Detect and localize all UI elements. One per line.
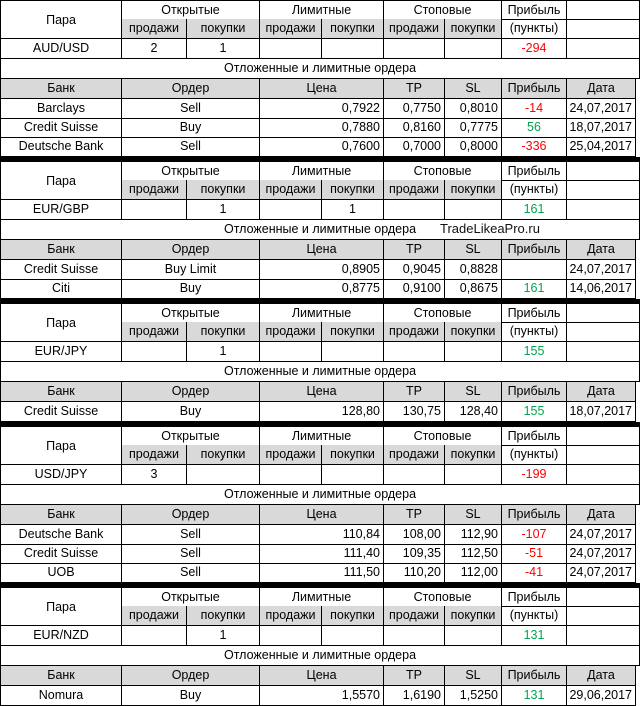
pair-values-row (0, 39, 640, 59)
date-header: Дата (567, 505, 636, 525)
pair-subheader-row (0, 19, 640, 39)
price-header: Цена (260, 666, 384, 686)
pending-title-row (0, 646, 640, 666)
pending-orders-title: Отложенные и лимитные ордера (0, 485, 640, 505)
pair-header: Пара (0, 161, 122, 200)
open-sell-header: продажи (122, 180, 187, 200)
order-date: 18,07,2017 (567, 118, 636, 138)
blank-subheader (567, 322, 640, 342)
order-row (0, 544, 640, 564)
pair-profit: 161 (502, 200, 567, 220)
pair-header: Пара (0, 587, 122, 626)
order-bank: Credit Suisse (0, 544, 122, 564)
pending-title-row (0, 485, 640, 505)
limit-sell-count (260, 342, 322, 362)
limit-buy-count: 1 (322, 200, 384, 220)
open-buy-count: 1 (187, 39, 260, 59)
order-type: Sell (122, 544, 260, 564)
stop-sell-header: продажи (384, 180, 445, 200)
pending-title-row (0, 220, 640, 240)
open-buy-header: покупки (187, 322, 260, 342)
pair-subheader-row (0, 322, 640, 342)
order-price: 110,84 (260, 525, 384, 545)
limit-sell-count (260, 200, 322, 220)
order-price: 111,40 (260, 544, 384, 564)
blank-header (567, 161, 640, 181)
order-row (0, 525, 640, 545)
pair-header-row (0, 303, 640, 330)
order-row (0, 99, 640, 119)
pair-header: Пара (0, 0, 122, 39)
tp-header: TP (384, 382, 445, 402)
profit-unit-header: (пункты) (502, 19, 567, 39)
pair-subheader-row (0, 445, 640, 465)
pair-blank (567, 342, 640, 362)
order-row (0, 137, 640, 157)
open-buy-count: 1 (187, 626, 260, 646)
order-bank: Barclays (0, 99, 122, 119)
pair-subheader-row (0, 606, 640, 626)
limit-buy-header: покупки (322, 19, 384, 39)
blank-subheader (567, 19, 640, 39)
stop-buy-count (445, 200, 502, 220)
date-header: Дата (567, 666, 636, 686)
order-sl: 1,5250 (445, 686, 502, 706)
order-profit (502, 260, 567, 280)
pair-name: EUR/JPY (0, 342, 122, 362)
order-sl: 0,8010 (445, 99, 502, 119)
open-sell-count: 2 (122, 39, 187, 59)
order-sl: 112,50 (445, 544, 502, 564)
profit-header: Прибыль (502, 587, 567, 607)
open-buy-count: 1 (187, 200, 260, 220)
open-header: Открытые (122, 587, 260, 607)
orders-header-row (0, 505, 640, 525)
order-sl: 0,7775 (445, 118, 502, 138)
pair-values-row (0, 465, 640, 485)
stop-header: Стоповые (384, 303, 502, 323)
tp-header: TP (384, 666, 445, 686)
pair-name: AUD/USD (0, 39, 122, 59)
order-header: Ордер (122, 240, 260, 260)
open-buy-header: покупки (187, 606, 260, 626)
order-bank: Deutsche Bank (0, 137, 122, 157)
order-date: 24,07,2017 (567, 563, 636, 583)
stop-sell-header: продажи (384, 322, 445, 342)
order-sl: 0,8000 (445, 137, 502, 157)
order-row (0, 686, 640, 706)
order-type: Buy (122, 118, 260, 138)
order-tp: 0,7000 (384, 137, 445, 157)
open-sell-count: 3 (122, 465, 187, 485)
stop-buy-header: покупки (445, 606, 502, 626)
limit-header: Лимитные (260, 161, 384, 181)
limit-sell-count (260, 39, 322, 59)
limit-sell-count (260, 626, 322, 646)
pair-header-row (0, 426, 640, 453)
stop-sell-count (384, 465, 445, 485)
order-profit: 155 (502, 402, 567, 422)
open-buy-count (187, 465, 260, 485)
stop-sell-count (384, 626, 445, 646)
pair-profit: -199 (502, 465, 567, 485)
stop-header: Стоповые (384, 161, 502, 181)
stop-buy-count (445, 342, 502, 362)
order-header: Ордер (122, 666, 260, 686)
open-sell-count (122, 626, 187, 646)
order-type: Sell (122, 563, 260, 583)
orders-profit-header: Прибыль (502, 666, 567, 686)
profit-unit-header: (пункты) (502, 322, 567, 342)
profit-header: Прибыль (502, 0, 567, 20)
stop-sell-header: продажи (384, 445, 445, 465)
order-row (0, 279, 640, 299)
open-sell-count (122, 200, 187, 220)
limit-sell-header: продажи (260, 445, 322, 465)
order-profit: -41 (502, 563, 567, 583)
stop-buy-count (445, 465, 502, 485)
order-price: 0,7600 (260, 137, 384, 157)
blank-subheader (567, 445, 640, 465)
order-price: 111,50 (260, 563, 384, 583)
orders-profit-header: Прибыль (502, 79, 567, 99)
order-type: Sell (122, 99, 260, 119)
order-tp: 108,00 (384, 525, 445, 545)
limit-buy-count (322, 39, 384, 59)
order-tp: 0,8160 (384, 118, 445, 138)
order-row (0, 563, 640, 583)
orders-profit-header: Прибыль (502, 240, 567, 260)
order-date: 24,07,2017 (567, 260, 636, 280)
limit-sell-header: продажи (260, 180, 322, 200)
order-profit: 161 (502, 279, 567, 299)
pair-header-row (0, 0, 640, 27)
bank-header: Банк (0, 666, 122, 686)
order-type: Sell (122, 137, 260, 157)
bank-header: Банк (0, 505, 122, 525)
order-type: Buy (122, 279, 260, 299)
pair-header-row (0, 161, 640, 188)
order-profit: -14 (502, 99, 567, 119)
blank-header (567, 587, 640, 607)
sl-header: SL (445, 240, 502, 260)
open-sell-header: продажи (122, 322, 187, 342)
price-header: Цена (260, 505, 384, 525)
order-tp: 0,9100 (384, 279, 445, 299)
price-header: Цена (260, 240, 384, 260)
open-header: Открытые (122, 0, 260, 20)
open-header: Открытые (122, 303, 260, 323)
order-price: 128,80 (260, 402, 384, 422)
pair-name: USD/JPY (0, 465, 122, 485)
profit-unit-header: (пункты) (502, 606, 567, 626)
pair-subheader-row (0, 180, 640, 200)
limit-sell-header: продажи (260, 19, 322, 39)
limit-buy-header: покупки (322, 606, 384, 626)
profit-header: Прибыль (502, 426, 567, 446)
order-row (0, 118, 640, 138)
pair-profit: 155 (502, 342, 567, 362)
limit-buy-count (322, 465, 384, 485)
pair-blank (567, 200, 640, 220)
order-row (0, 402, 640, 422)
stop-sell-count (384, 200, 445, 220)
stop-header: Стоповые (384, 587, 502, 607)
order-header: Ордер (122, 79, 260, 99)
tp-header: TP (384, 79, 445, 99)
order-bank: Deutsche Bank (0, 525, 122, 545)
order-bank: Credit Suisse (0, 260, 122, 280)
stop-sell-header: продажи (384, 606, 445, 626)
order-price: 0,7922 (260, 99, 384, 119)
stop-header: Стоповые (384, 0, 502, 20)
order-date: 24,07,2017 (567, 99, 636, 119)
open-sell-header: продажи (122, 606, 187, 626)
order-sl: 112,90 (445, 525, 502, 545)
watermark: TradeLikeaPro.ru (440, 221, 540, 236)
pair-values-row (0, 200, 640, 220)
stop-sell-count (384, 342, 445, 362)
order-price: 0,8775 (260, 279, 384, 299)
order-profit: 131 (502, 686, 567, 706)
limit-header: Лимитные (260, 0, 384, 20)
blank-subheader (567, 180, 640, 200)
order-date: 14,06,2017 (567, 279, 636, 299)
pair-header: Пара (0, 426, 122, 465)
sl-header: SL (445, 382, 502, 402)
pair-header-row (0, 587, 640, 614)
order-bank: Nomura (0, 686, 122, 706)
order-profit: 56 (502, 118, 567, 138)
sl-header: SL (445, 505, 502, 525)
pair-blank (567, 626, 640, 646)
open-header: Открытые (122, 161, 260, 181)
order-type: Sell (122, 525, 260, 545)
stop-buy-count (445, 626, 502, 646)
open-buy-header: покупки (187, 19, 260, 39)
order-date: 25,04,2017 (567, 137, 636, 157)
limit-buy-header: покупки (322, 445, 384, 465)
limit-sell-header: продажи (260, 606, 322, 626)
price-header: Цена (260, 382, 384, 402)
orders-header-row (0, 666, 640, 686)
order-header: Ордер (122, 382, 260, 402)
limit-buy-header: покупки (322, 180, 384, 200)
orders-profit-header: Прибыль (502, 382, 567, 402)
stop-buy-count (445, 39, 502, 59)
order-bank: UOB (0, 563, 122, 583)
stop-buy-header: покупки (445, 445, 502, 465)
order-tp: 110,20 (384, 563, 445, 583)
limit-buy-count (322, 626, 384, 646)
bank-header: Банк (0, 240, 122, 260)
limit-buy-header: покупки (322, 322, 384, 342)
order-tp: 130,75 (384, 402, 445, 422)
order-profit: -51 (502, 544, 567, 564)
order-date: 18,07,2017 (567, 402, 636, 422)
profit-header: Прибыль (502, 161, 567, 181)
limit-header: Лимитные (260, 587, 384, 607)
limit-buy-count (322, 342, 384, 362)
date-header: Дата (567, 79, 636, 99)
pair-header: Пара (0, 303, 122, 342)
pair-values-row (0, 626, 640, 646)
sl-header: SL (445, 666, 502, 686)
price-header: Цена (260, 79, 384, 99)
open-sell-count (122, 342, 187, 362)
order-tp: 1,6190 (384, 686, 445, 706)
order-header: Ордер (122, 505, 260, 525)
limit-header: Лимитные (260, 303, 384, 323)
order-price: 0,7880 (260, 118, 384, 138)
order-bank: Credit Suisse (0, 118, 122, 138)
limit-sell-header: продажи (260, 322, 322, 342)
pair-profit: 131 (502, 626, 567, 646)
open-buy-header: покупки (187, 445, 260, 465)
open-header: Открытые (122, 426, 260, 446)
order-sl: 112,00 (445, 563, 502, 583)
stop-header: Стоповые (384, 426, 502, 446)
order-tp: 0,7750 (384, 99, 445, 119)
stop-sell-header: продажи (384, 19, 445, 39)
profit-header: Прибыль (502, 303, 567, 323)
pair-name: EUR/NZD (0, 626, 122, 646)
blank-header (567, 0, 640, 20)
order-bank: Citi (0, 279, 122, 299)
order-sl: 0,8828 (445, 260, 502, 280)
order-sl: 0,8675 (445, 279, 502, 299)
pending-title-row (0, 59, 640, 79)
order-row (0, 260, 640, 280)
pair-blank (567, 465, 640, 485)
blank-subheader (567, 606, 640, 626)
order-sl: 128,40 (445, 402, 502, 422)
pending-orders-title: Отложенные и лимитные ордера (0, 362, 640, 382)
stop-buy-header: покупки (445, 19, 502, 39)
profit-unit-header: (пункты) (502, 180, 567, 200)
pair-profit: -294 (502, 39, 567, 59)
open-sell-header: продажи (122, 445, 187, 465)
order-tp: 0,9045 (384, 260, 445, 280)
pair-name: EUR/GBP (0, 200, 122, 220)
order-tp: 109,35 (384, 544, 445, 564)
pending-orders-title: Отложенные и лимитные ордера (0, 646, 640, 666)
sl-header: SL (445, 79, 502, 99)
limit-sell-count (260, 465, 322, 485)
orders-header-row (0, 382, 640, 402)
date-header: Дата (567, 382, 636, 402)
open-buy-header: покупки (187, 180, 260, 200)
bank-header: Банк (0, 79, 122, 99)
orders-profit-header: Прибыль (502, 505, 567, 525)
order-type: Buy Limit (122, 260, 260, 280)
blank-header (567, 426, 640, 446)
orders-header-row (0, 240, 640, 260)
stop-buy-header: покупки (445, 180, 502, 200)
pair-blank (567, 39, 640, 59)
order-profit: -336 (502, 137, 567, 157)
order-bank: Credit Suisse (0, 402, 122, 422)
order-date: 24,07,2017 (567, 544, 636, 564)
order-date: 24,07,2017 (567, 525, 636, 545)
pair-values-row (0, 342, 640, 362)
bank-header: Банк (0, 382, 122, 402)
profit-unit-header: (пункты) (502, 445, 567, 465)
order-price: 1,5570 (260, 686, 384, 706)
open-buy-count: 1 (187, 342, 260, 362)
pending-orders-title: Отложенные и лимитные ордера (0, 59, 640, 79)
open-sell-header: продажи (122, 19, 187, 39)
stop-buy-header: покупки (445, 322, 502, 342)
blank-header (567, 303, 640, 323)
pending-orders-title: Отложенные и лимитные ордера (0, 220, 640, 240)
order-type: Buy (122, 402, 260, 422)
tp-header: TP (384, 505, 445, 525)
pending-title-row (0, 362, 640, 382)
date-header: Дата (567, 240, 636, 260)
orders-header-row (0, 79, 640, 99)
order-price: 0,8905 (260, 260, 384, 280)
limit-header: Лимитные (260, 426, 384, 446)
tp-header: TP (384, 240, 445, 260)
order-date: 29,06,2017 (567, 686, 636, 706)
order-type: Buy (122, 686, 260, 706)
order-profit: -107 (502, 525, 567, 545)
stop-sell-count (384, 39, 445, 59)
